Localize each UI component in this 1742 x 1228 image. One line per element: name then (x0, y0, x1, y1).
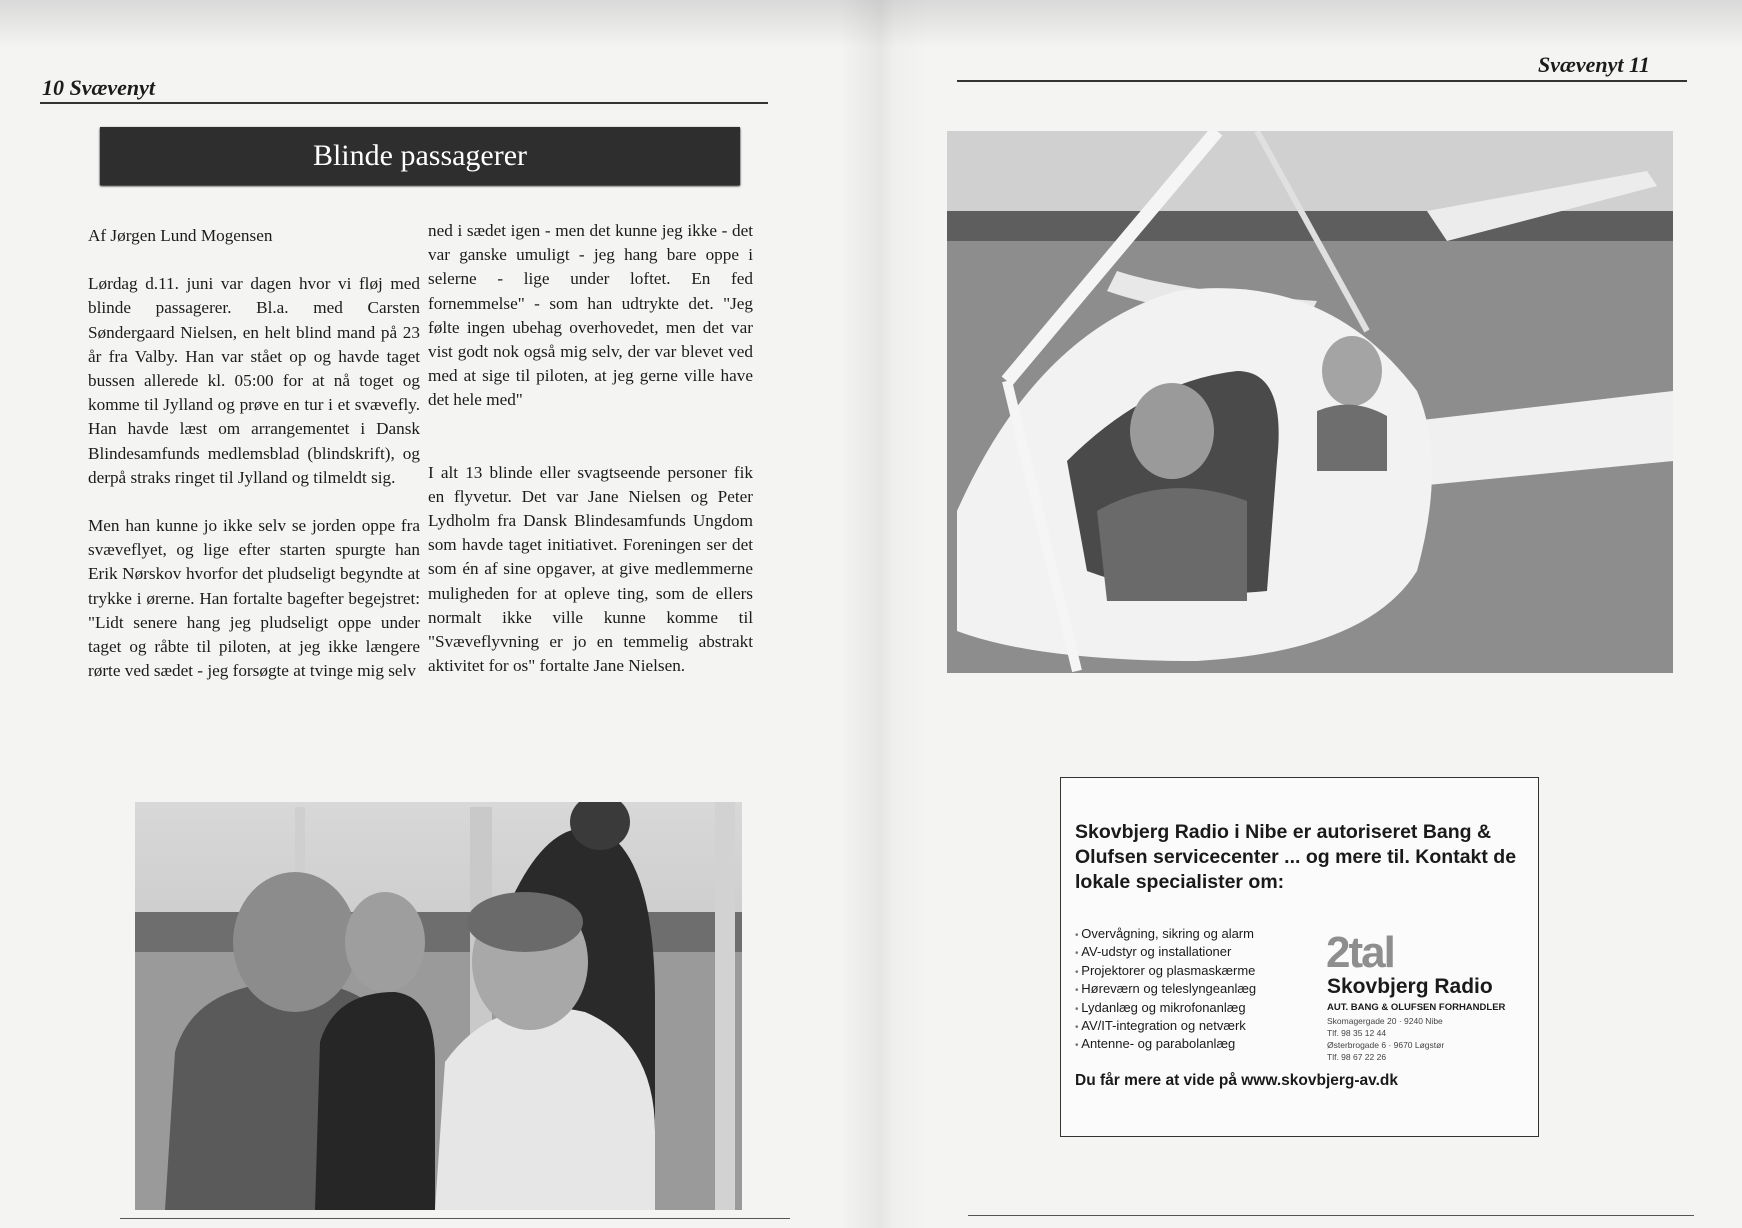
people-photo-graphic (135, 802, 742, 1210)
ad-company-subtitle: AUT. BANG & OLUFSEN FORHANDLER (1327, 1002, 1506, 1013)
address-line: Østerbrogade 6 · 9670 Løgstør (1327, 1040, 1445, 1050)
byline: Af Jørgen Lund Mogensen (88, 226, 273, 245)
left-page-header: 10 Svævenyt (42, 75, 156, 100)
paragraph: Lørdag d.11. juni var dagen hvor vi fløj med blinde passagerer. Bl.a. med Carsten Søndergaard Nielsen, en helt blind mand på 23 år fra Valby. Han var stået op og havde taget bussen allerede kl. 05:00 for at nå toget og komme til Jylland og prøve en tur i et svævefly. Han havde læst om arrangementet i Dansk Blindesamfunds medlemsblad (blindskrift), og derpå straks ringet til Jylland og tilmeldt sig. (88, 274, 420, 487)
paragraph: I alt 13 blinde eller svagtseende personer fik en flyvetur. Det var Jane Nielsen og Peter Lydholm fra Dansk Blindesamfunds Ungdom som havde taget initiativet. Foreningen ser det som én af sine opgaver, at give medlemmerne muligheden for at opleve ting, som de ellers normalt ikke ville kunne komme til "Svæveflyvning er jo en temmelig abstrakt aktivitet for os" fortalte Jane Nielsen. (428, 462, 753, 676)
ad-company-name: Skovbjerg Radio (1327, 975, 1493, 998)
left-header-rule (40, 102, 768, 104)
list-item: • Høreværn og teleslyngeanlæg (1075, 981, 1256, 999)
address-line: Tlf. 98 67 22 26 (1327, 1052, 1387, 1062)
list-item: • AV-udstyr og installationer (1075, 944, 1256, 962)
people-photo (135, 802, 742, 1210)
address-line: Tlf. 98 35 12 44 (1327, 1028, 1387, 1038)
right-footer-rule (968, 1215, 1694, 1216)
list-item: • Projektorer og plasmaskærme (1075, 963, 1256, 981)
ad-service-list (1075, 926, 1256, 1055)
glider-photo-graphic (947, 131, 1673, 673)
ad-headline: Skovbjerg Radio i Nibe er autoriseret Bang & Olufsen servicecenter ... og mere til. Kontakt de lokale specialister om: (1075, 821, 1517, 893)
ad-address (1327, 1015, 1444, 1063)
list-item: • Overvågning, sikring og alarm (1075, 926, 1256, 944)
list-item: • Antenne- og parabolanlæg (1075, 1036, 1256, 1054)
skovbjerg-radio-ad (1060, 777, 1539, 1137)
address-line: Skomagergade 20 · 9240 Nibe (1327, 1016, 1443, 1026)
left-footer-rule (120, 1218, 790, 1219)
paragraph: ned i sædet igen - men det kunne jeg ikke - det var ganske umuligt - jeg hang bare oppe i selerne - lige under loftet. En fed fornemmelse" - som han udtrykte det. "Jeg følte ingen ubehag overhovedet, men det var vist godt nok også mig selv, der var blevet ved med at sige til piloten, at jeg gerne ville have det hele med" (428, 221, 753, 410)
glider-photo (947, 131, 1673, 673)
list-item: • AV/IT-integration og netværk (1075, 1018, 1256, 1036)
article-column-2 (428, 219, 753, 702)
article-title: Blinde passagerer (100, 127, 740, 185)
page-gutter (840, 0, 930, 1228)
right-page-header: Svævenyt 11 (1538, 52, 1650, 77)
ad-footer-link: Du får mere at vide på www.skovbjerg-av.dk (1075, 1072, 1399, 1089)
2tal-logo: 2tal (1326, 928, 1394, 977)
paragraph: Men han kunne jo ikke selv se jorden oppe fra svæveflyet, og lige efter starten spurgte han Erik Nørskov hvorfor det pludseligt begyndte at trykke i ørerne. Han fortalte bagefter begejstret: "Lidt senere hang jeg pludseligt oppe under taget og råbte til piloten, at jeg ikke længere rørte ved sædet - jeg forsøgte at tvinge mig selv (88, 516, 420, 681)
article-column-1 (88, 224, 420, 707)
right-header-rule (957, 80, 1687, 82)
list-item: • Lydanlæg og mikrofonanlæg (1075, 1000, 1256, 1018)
